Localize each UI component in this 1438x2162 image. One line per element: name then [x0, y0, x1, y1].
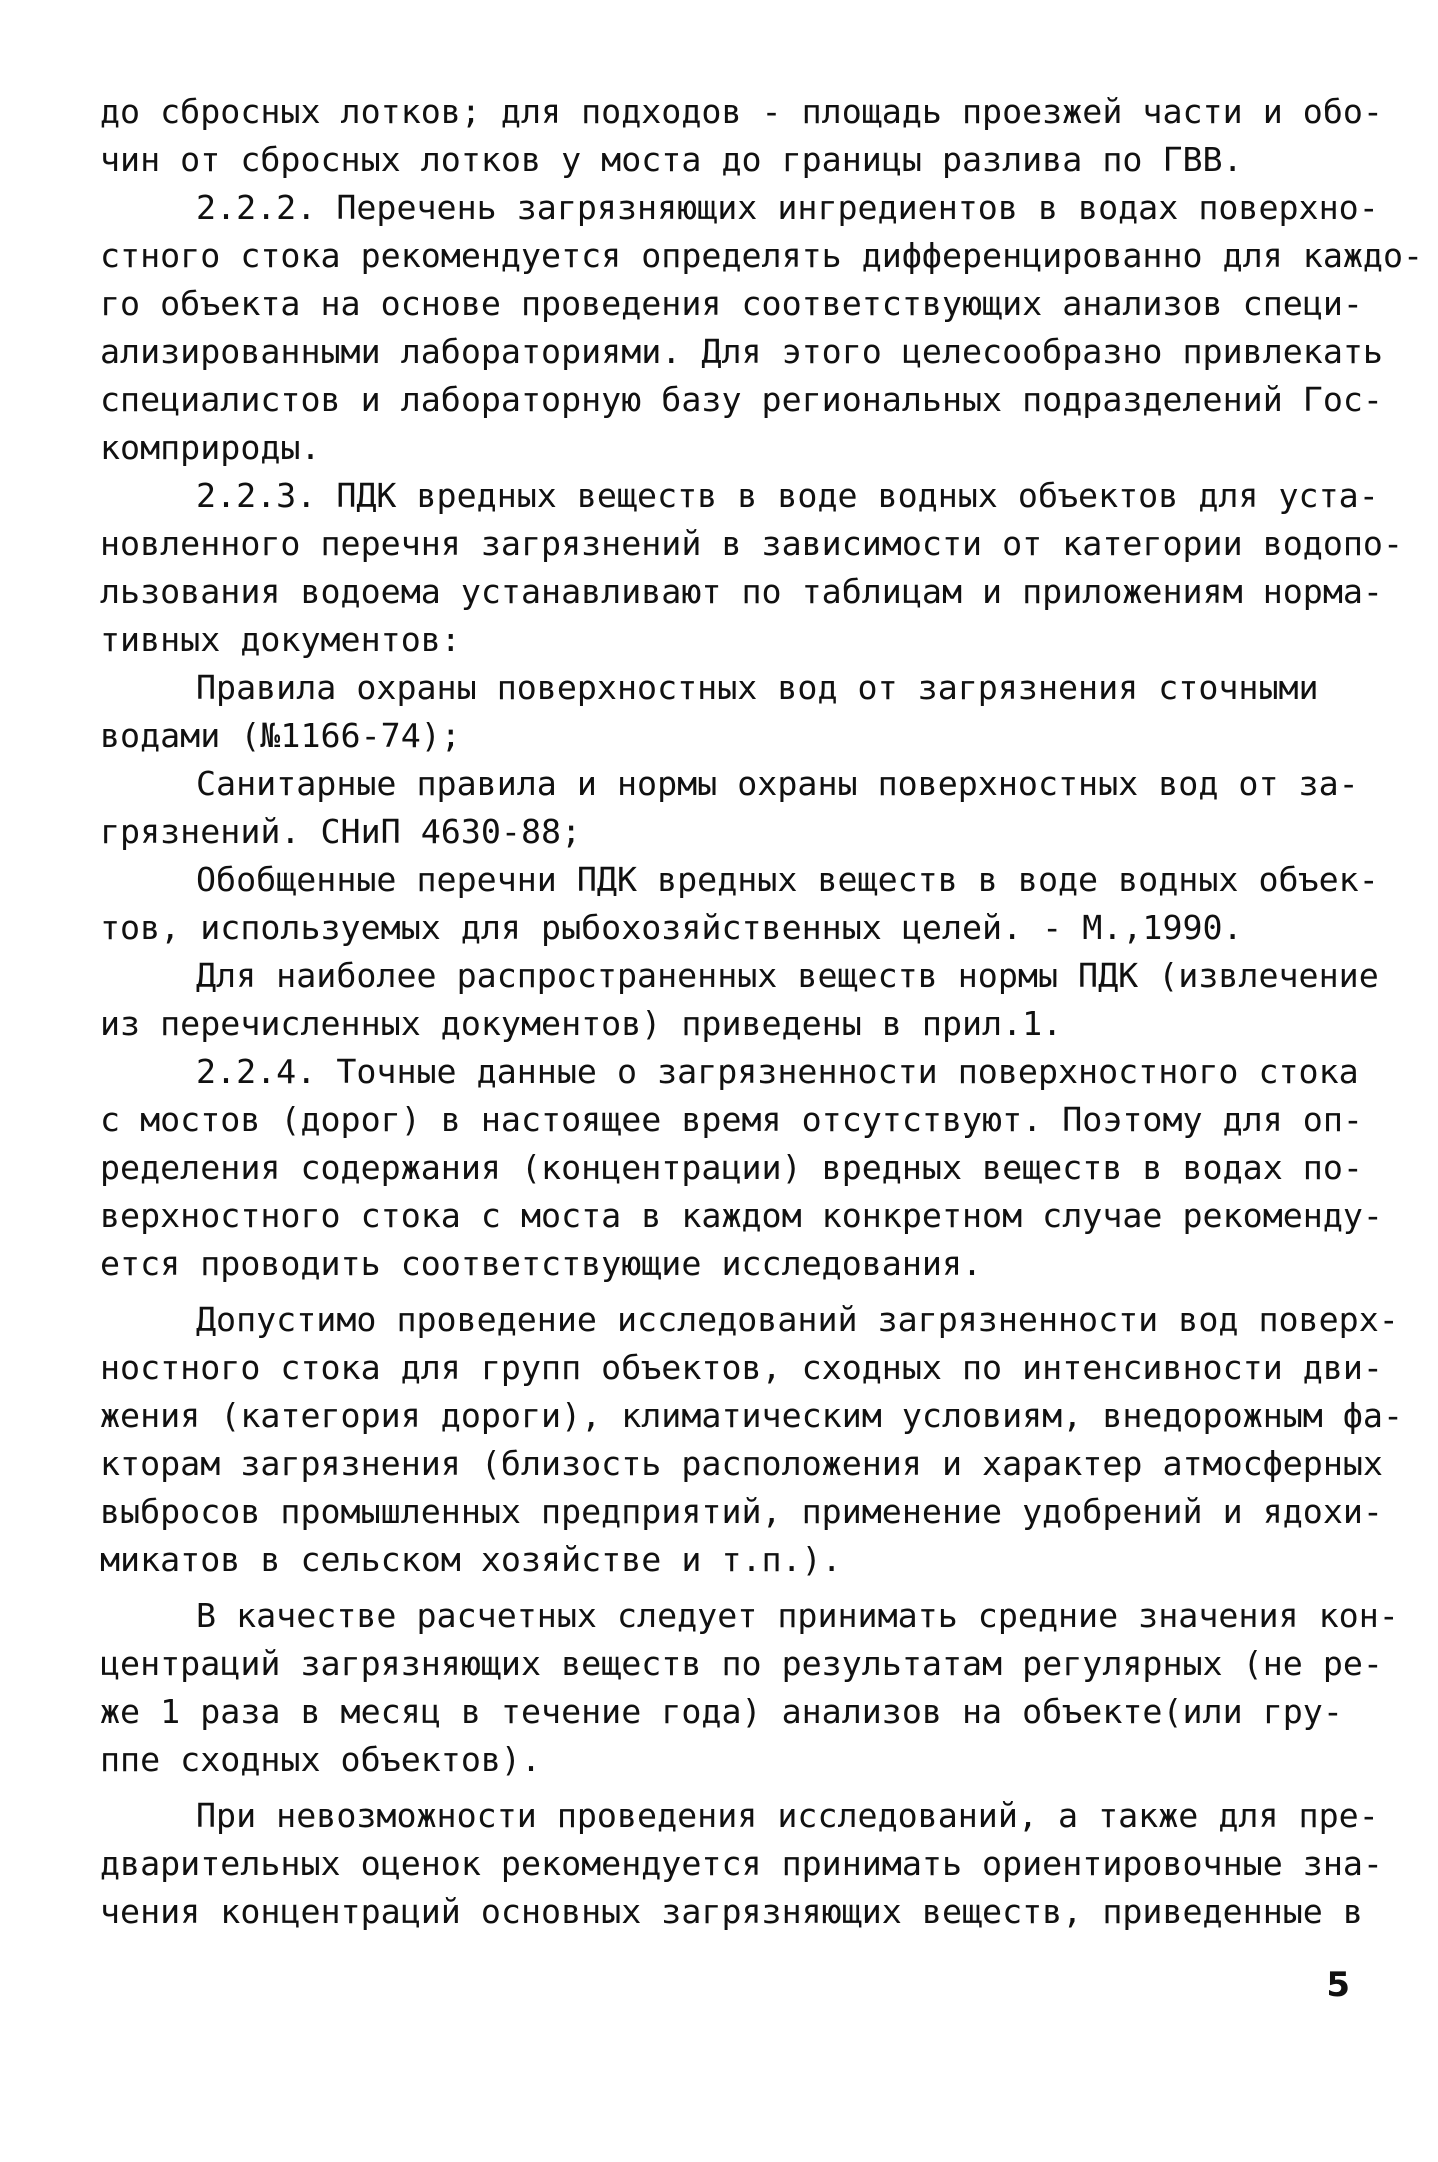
text-line: жения (категория дороги), климатическим условиям, внедорожным фа- [100, 1396, 1404, 1435]
text-line: Для наиболее распространенных веществ нормы ПДК (извлечение [196, 956, 1379, 995]
text-line: льзования водоема устанавливают по таблицам и приложениям норма- [100, 572, 1383, 611]
text-line: грязнений. СНиП 4630-88; [100, 812, 582, 851]
paragraph-gap [100, 1784, 1372, 1792]
paragraph-group-studies [100, 1296, 1404, 1584]
text-line: ализированными лабораториями. Для этого целесообразно привлекать [100, 332, 1383, 371]
paragraph-gap [100, 1584, 1372, 1592]
reference-snip [100, 760, 1372, 856]
text-line: ределения содержания (концентрации) вредных веществ в водах по- [100, 1148, 1363, 1187]
text-line: микатов в сельском хозяйстве и т.п.). [100, 1540, 842, 1579]
paragraph-approximate-values [100, 1792, 1383, 1936]
paragraph-1 [100, 88, 1383, 184]
text-line: специалистов и лабораторную базу региональных подразделений Гос- [100, 380, 1383, 419]
text-line: чин от сбросных лотков у моста до границы разлива по ГВВ. [100, 140, 1243, 179]
text-line: из перечисленных документов) приведены в прил.1. [100, 1004, 1063, 1043]
text-line: верхностного стока с моста в каждом конкретном случае рекоменду- [100, 1196, 1383, 1235]
text-line: ппе сходных объектов). [100, 1740, 542, 1779]
paragraph-pdk-appendix [100, 952, 1379, 1048]
text-line: 2.2.3. ПДК вредных веществ в воде водных объектов для уста- [196, 476, 1379, 515]
text-line: чения концентраций основных загрязняющих веществ, приведенные в [100, 1892, 1363, 1931]
text-line: новленного перечня загрязнений в зависимости от категории водопо- [100, 524, 1404, 563]
text-line: 2.2.4. Точные данные о загрязненности поверхностного стока [196, 1052, 1359, 1091]
page-number: 5 [1326, 1965, 1350, 2005]
text-line: тов, используемых для рыбохозяйственных целей. - М.,1990. [100, 908, 1243, 947]
text-line: В качестве расчетных следует принимать средние значения кон- [196, 1596, 1399, 1635]
paragraph-gap [100, 1288, 1372, 1296]
text-line: выбросов промышленных предприятий, применение удобрений и ядохи- [100, 1492, 1383, 1531]
text-line: дварительных оценок рекомендуется принимать ориентировочные зна- [100, 1844, 1383, 1883]
text-line: Допустимо проведение исследований загрязненности вод поверх- [196, 1300, 1399, 1339]
text-line: водами (№1166-74); [100, 716, 461, 755]
paragraph-2-2-3 [100, 472, 1404, 664]
paragraph-2-2-2 [100, 184, 1424, 472]
text-line: кторам загрязнения (близость расположения и характер атмосферных [100, 1444, 1383, 1483]
text-line: Санитарные правила и нормы охраны поверхностных вод от за- [196, 764, 1359, 803]
text-line: же 1 раза в месяц в течение года) анализов на объекте(или гру- [100, 1692, 1343, 1731]
text-line: го объекта на основе проведения соответствующих анализов специ- [100, 284, 1363, 323]
text-line: 2.2.2. Перечень загрязняющих ингредиентов в водах поверхно- [196, 188, 1379, 227]
text-line: ностного стока для групп объектов, сходных по интенсивности дви- [100, 1348, 1383, 1387]
text-line: При невозможности проведения исследований, а также для пре- [196, 1796, 1379, 1835]
text-line: Обобщенные перечни ПДК вредных веществ в воде водных объек- [196, 860, 1379, 899]
paragraph-design-values [100, 1592, 1399, 1784]
text-line: центраций загрязняющих веществ по результатам регулярных (не ре- [100, 1644, 1383, 1683]
text-line: Правила охраны поверхностных вод от загрязнения сточными [196, 668, 1319, 707]
reference-fishery-pdk [100, 856, 1379, 952]
text-line: тивных документов: [100, 620, 461, 659]
reference-surface-water-rules [100, 664, 1372, 760]
document-page [100, 88, 1424, 2078]
paragraph-2-2-4 [100, 1048, 1383, 1288]
text-line: с мостов (дорог) в настоящее время отсутствуют. Поэтому для оп- [100, 1100, 1363, 1139]
text-line: комприроды. [100, 428, 321, 467]
text-line: до сбросных лотков; для подходов - площадь проезжей части и обо- [100, 92, 1383, 131]
text-line: ется проводить соответствующие исследования. [100, 1244, 983, 1283]
text-line: стного стока рекомендуется определять дифференцированно для каждо- [100, 236, 1424, 275]
